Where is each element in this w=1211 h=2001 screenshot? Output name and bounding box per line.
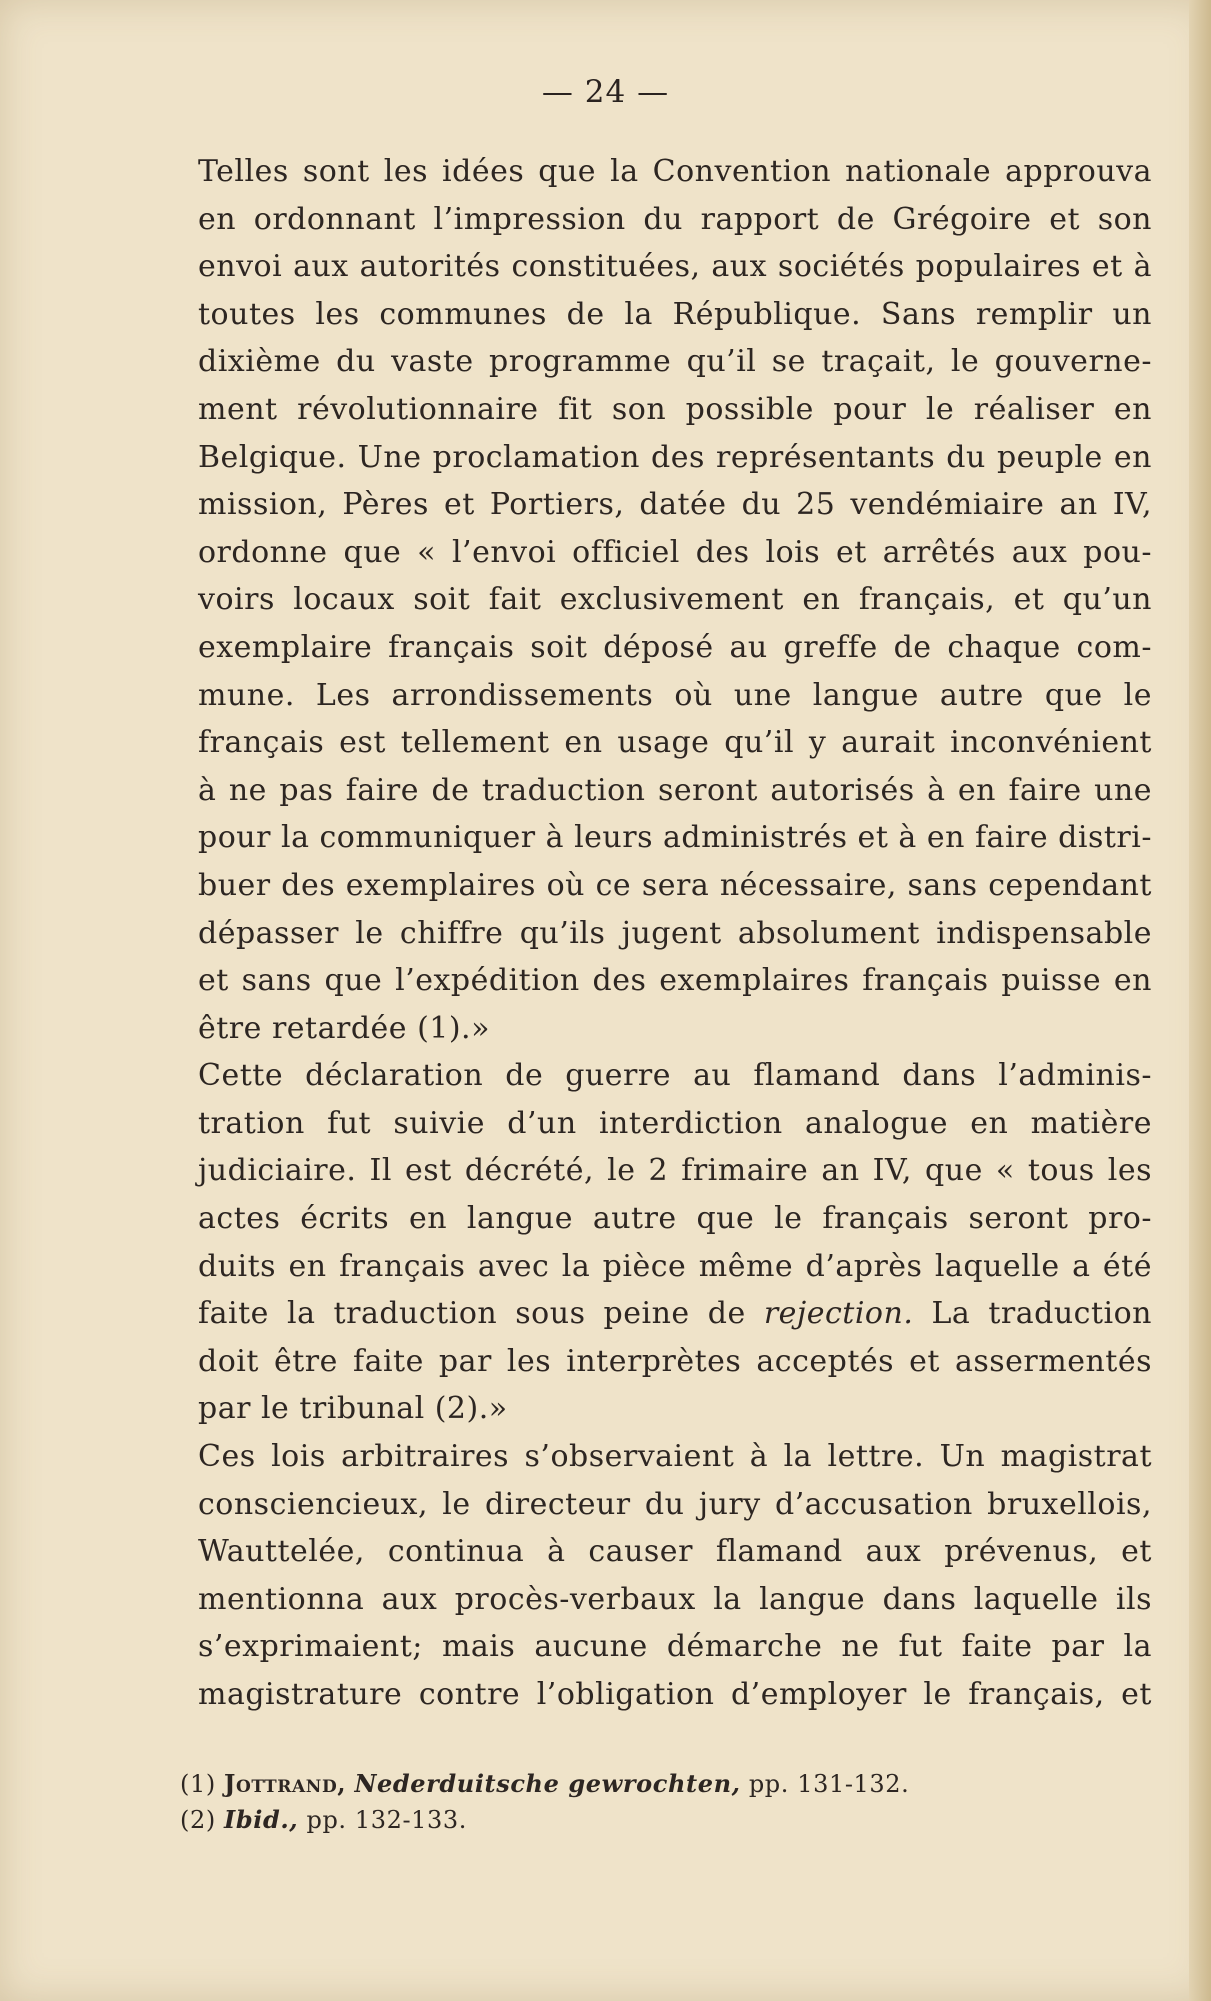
text-line: judiciaire. Il est décrété, le 2 frimaire an IV, que « tous les (198, 1153, 1152, 1189)
footnote-2 (180, 1802, 909, 1838)
text-line: pour la communiquer à leurs administrés et à en faire distri- (198, 820, 1152, 856)
text-line: mentionna aux procès-verbaux la langue dans laquelle ils (198, 1581, 1152, 1617)
text-line: exemplaire français soit déposé au greffe de chaque com- (198, 629, 1152, 665)
text-line: actes écrits en langue autre que le français seront pro- (198, 1201, 1152, 1237)
paragraph-3 (158, 1433, 1152, 1719)
text-line: envoi aux autorités constituées, aux sociétés populaires et à (198, 249, 1152, 285)
text-line: buer des exemplaires où ce sera nécessaire, sans cependant (198, 867, 1152, 903)
text-segment: La traduction (913, 1296, 1152, 1332)
text-line: à ne pas faire de traduction seront autorisés à en faire une (198, 772, 1152, 808)
italic-word: rejection. (763, 1296, 914, 1332)
text-line: s’exprimaient; mais aucune démarche ne fut faite par la (198, 1629, 1152, 1665)
text-line: Ces lois arbitraires s’observaient à la lettre. Un magistrat (198, 1439, 1152, 1475)
text-line: Telles sont les idées que la Convention nationale approuva (198, 154, 1152, 189)
text-line: duits en français avec la pièce même d’après laquelle a été (198, 1248, 1152, 1284)
body-text (158, 148, 1152, 1719)
footnote-title: Nederduitsche gewrochten, (354, 1769, 741, 1798)
footnote-pages: pp. 132-133. (306, 1806, 468, 1834)
text-line: ordonne que « l’envoi officiel des lois et arrêtés aux pou- (198, 534, 1152, 570)
text-line: consciencieux, le directeur du jury d’accusation bruxellois, (198, 1486, 1152, 1522)
paragraph-1 (158, 148, 1152, 1052)
text-line: doit être faite par les interprètes acceptés et assermentés (198, 1343, 1152, 1379)
text-line: par le tribunal (2).» (198, 1391, 508, 1427)
footnote-marker: (2) (180, 1806, 216, 1834)
page-number: — 24 — (541, 74, 670, 110)
footnote-author: Jottrand, (224, 1769, 347, 1798)
text-line: tration fut suivie d’un interdiction analogue en matière (198, 1105, 1152, 1141)
footnote-title: Ibid., (224, 1805, 299, 1834)
text-line-with-italic (158, 1290, 1152, 1338)
text-line: dépasser le chiffre qu’ils jugent absolument indispensable (198, 915, 1152, 951)
text-line: mission, Pères et Portiers, datée du 25 vendémiaire an IV, (198, 487, 1152, 523)
text-line: Cette déclaration de guerre au flamand dans l’adminis- (198, 1058, 1152, 1094)
text-line: Wauttelée, continua à causer flamand aux prévenus, et (198, 1534, 1152, 1570)
footnote-pages: pp. 131-132. (748, 1770, 910, 1798)
footnotes (180, 1766, 909, 1838)
text-line: et sans que l’expédition des exemplaires français puisse en (198, 963, 1152, 999)
text-line: français est tellement en usage qu’il y aurait inconvénient (198, 725, 1152, 761)
text-line: ment révolutionnaire fit son possible pour le réaliser en (198, 391, 1152, 427)
footnote-marker: (1) (180, 1770, 216, 1798)
paragraph-2 (158, 1052, 1152, 1433)
page-edge (1189, 0, 1211, 2001)
text-line: Belgique. Une proclamation des représentants du peuple en (198, 439, 1152, 475)
text-line: dixième du vaste programme qu’il se traçait, le gouverne- (198, 344, 1152, 380)
text-line: magistrature contre l’obligation d’employer le français, et (198, 1677, 1152, 1712)
text-line: en ordonnant l’impression du rapport de Grégoire et son (198, 201, 1152, 237)
text-line: toutes les communes de la République. Sans remplir un (198, 296, 1152, 332)
footnote-1 (180, 1766, 909, 1802)
text-line: mune. Les arrondissements où une langue autre que le (198, 677, 1152, 713)
text-segment: faite la traduction sous peine de (198, 1296, 764, 1332)
text-line: voirs locaux soit fait exclusivement en français, et qu’un (198, 582, 1152, 618)
text-line: être retardée (1).» (198, 1010, 490, 1046)
